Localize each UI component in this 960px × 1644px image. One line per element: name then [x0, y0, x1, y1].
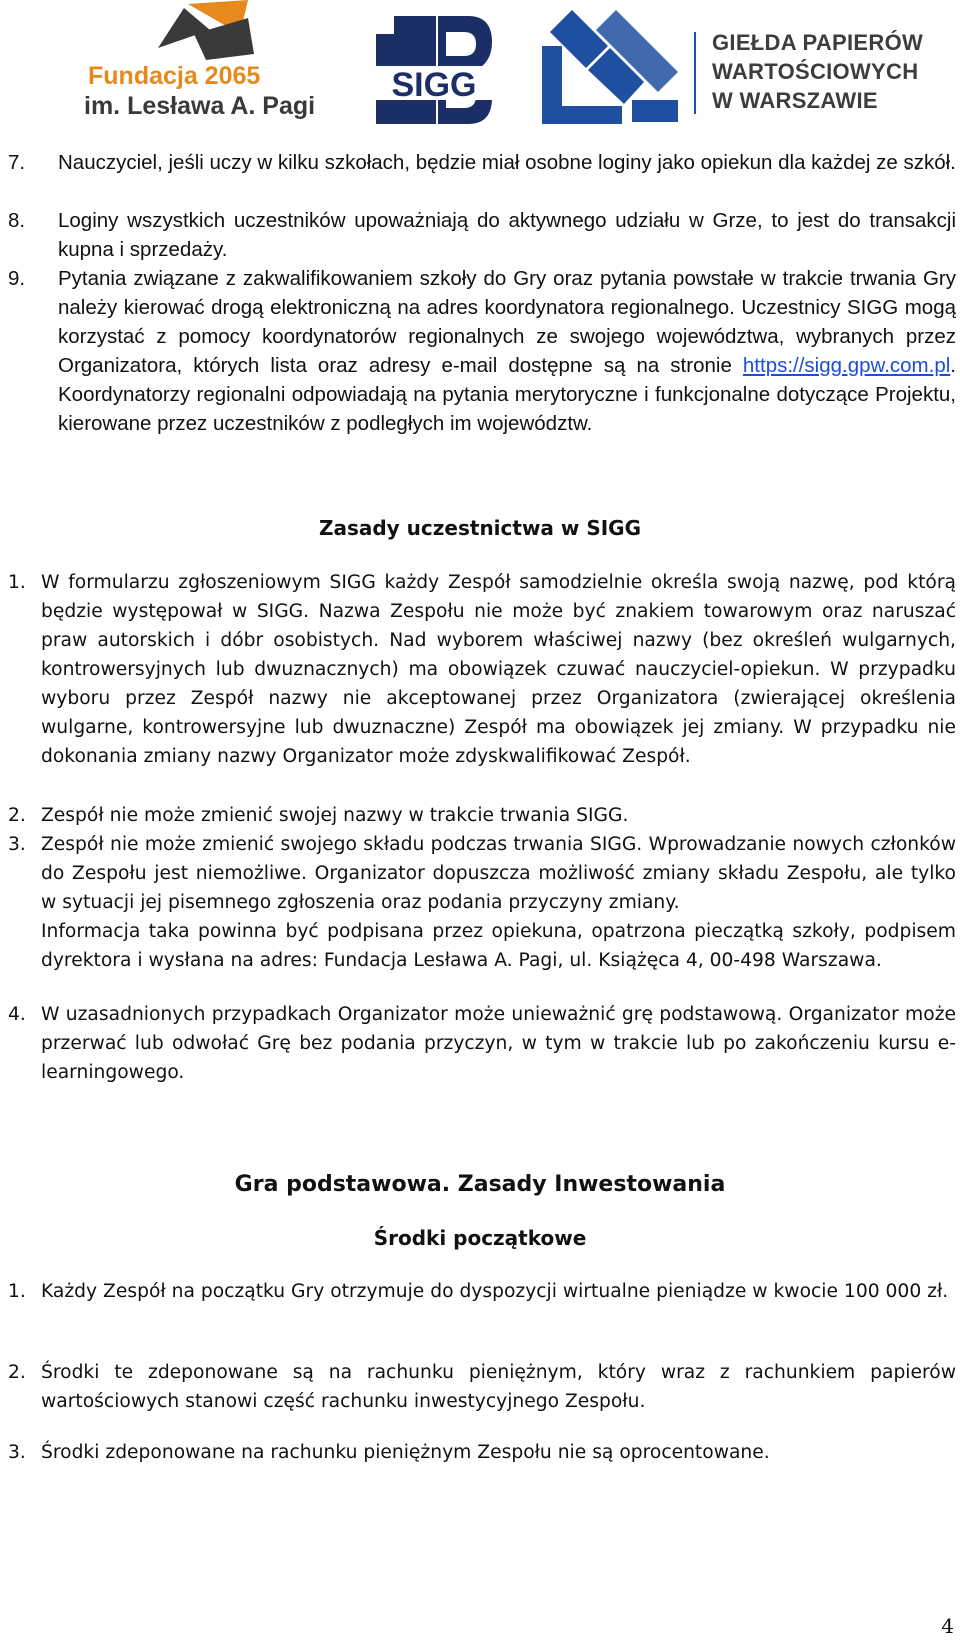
gpw-emblem-icon [532, 6, 682, 126]
sigg-website-link[interactable]: https://sigg.gpw.com.pl [742, 354, 951, 377]
gpw-divider [694, 32, 696, 114]
gpw-logo [532, 6, 932, 126]
list-item: 8. Loginy wszystkich uczestników upoważniają do aktywnego udziału w Grze, to jest do transakcji kupna i sprzedaży. [8, 209, 956, 261]
list-item: 3. Zespół nie może zmienić swojego składu podczas trwania SIGG. Wprowadzanie nowych członków do Zespołu jest niemożliwe. Organizator dopuszcza możliwość zmiany składu Zespołu, ale tylko w sytuacji jej pisemnego zgłoszenia oraz podania przyczyny zmiany. Informacja taka powinna być podpisana przez opiekuna, opatrzona pieczątką szkoły, podpisem dyrektora i wysłana na adres: Fundacja Lesława A. Pagi, ul. Książęca 4, 00-498 Warszawa. [8, 834, 956, 971]
fundacja-patron: im. Lesława A. Pagi [84, 92, 316, 120]
fundacja-logo [84, 0, 316, 125]
fundacja-emblem-icon [144, 0, 264, 62]
list-item: 1. Każdy Zespół na początku Gry otrzymuje do dyspozycji wirtualne pieniądze w kwocie 100 000 zł. [8, 1281, 949, 1302]
list-item: 4. W uzasadnionych przypadkach Organizator może unieważnić grę podstawową. Organizator może przerwać lub odwołać Grę bez podania przyczyn, w tym w trakcie lub po zakończeniu kursu e-learningowego. [8, 1004, 956, 1083]
list-item: 1. W formularzu zgłoszeniowym SIGG każdy Zespół samodzielnie określa swoją nazwę, pod którą będzie występował w SIGG. Nazwa Zespołu nie może być znakiem towarowym oraz naruszać praw autorskich i dóbr osobistych. Nad wyborem właściwej nazwy (bez określeń wulgarnych, kontrowersyjnych lub dwuznacznych) ma obowiązek czuwać nauczyciel-opiekun. W przypadku wyboru przez Zespół nazwy nie akceptowanej przez Organizatora (zwierającej określenia wulgarne, kontrowersyjne lub dwuznaczne) Zespół ma obowiązek jej zmiany. W przypadku nie dokonania zmiany nazwy Organizator może zdyskwalifikować Zespół. [8, 572, 956, 767]
fundacja-name: Fundacja 2065 [88, 62, 261, 90]
list-item: 9. Pytania związane z zakwalifikowaniem szkoły do Gry oraz pytania powstałe w trakcie trwania Gry należy kierować drogą elektroniczną na adres koordynatora regionalnego. Uczestnicy SIGG mogą korzystać z pomocy koordynatorów regionalnych ze swojego województwa, wybranych przez Organizatora, których lista oraz adresy e-mail dostępne są na stronie https://sigg.gpw.com.pl. Koordynatorzy regionalni odpowiadają na pytania merytoryczne i funkcjonalne dotyczące Projektu, kierowane przez uczestników z podległych im województw. [8, 267, 956, 435]
sigg-logo [376, 16, 492, 124]
page-number: 4 [941, 1614, 954, 1638]
section-title: Gra podstawowa. Zasady Inwestowania [234, 1172, 726, 1197]
list-item: 2. Środki te zdeponowane są na rachunku pieniężnym, który wraz z rachunkiem papierów wartościowych stanowi część rachunku inwestycyjnego Zespołu. [8, 1362, 956, 1412]
list-item: 2. Zespół nie może zmienić swojej nazwy w trakcie trwania SIGG. [8, 805, 629, 826]
list-item: 3. Środki zdeponowane na rachunku pieniężnym Zespołu nie są oprocentowane. [8, 1442, 770, 1463]
sigg-logo-text: SIGG [391, 66, 477, 104]
section-title: Zasady uczestnictwa w SIGG [318, 516, 642, 540]
page-header [0, 0, 960, 130]
list-item: 7. Nauczyciel, jeśli uczy w kilku szkołach, będzie miał osobne loginy jako opiekun dla każdej ze szkół. [8, 151, 956, 174]
section-subtitle: Środki początkowe [373, 1226, 587, 1250]
gpw-name: GIEŁDA PAPIERÓW WARTOŚCIOWYCH W WARSZAWIE [712, 30, 924, 113]
